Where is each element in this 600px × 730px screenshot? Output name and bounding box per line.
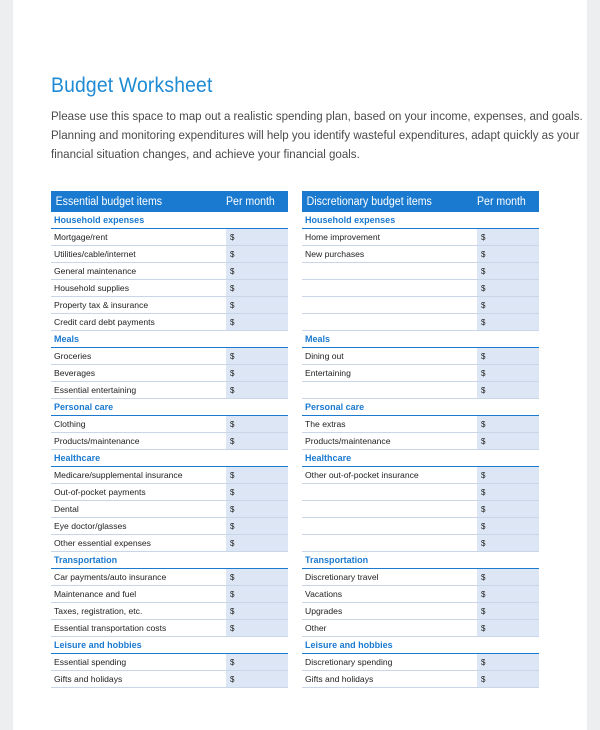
- section-heading: [51, 450, 288, 467]
- section-heading: [302, 637, 539, 654]
- table-row: [302, 416, 539, 433]
- currency-symbol: $: [230, 521, 235, 531]
- table-row: [302, 314, 539, 331]
- item-label: Essential entertaining: [54, 385, 137, 395]
- currency-symbol: $: [481, 317, 486, 327]
- item-label: [302, 280, 477, 296]
- amount-field[interactable]: [226, 229, 288, 245]
- item-label: Discretionary travel: [305, 572, 379, 582]
- table-row: [302, 518, 539, 535]
- item-label: Out-of-pocket payments: [54, 487, 146, 497]
- amount-field[interactable]: [226, 263, 288, 279]
- table-row: [302, 535, 539, 552]
- amount-field[interactable]: [477, 467, 539, 483]
- intro-line: financial situation changes, and achieve your financial goals.: [51, 147, 360, 161]
- currency-symbol: $: [230, 487, 235, 497]
- currency-symbol: $: [230, 249, 235, 259]
- amount-field[interactable]: [226, 518, 288, 534]
- section-heading: [51, 212, 288, 229]
- amount-field[interactable]: [226, 654, 288, 670]
- section-heading-label: Personal care: [54, 401, 114, 413]
- amount-field[interactable]: [226, 416, 288, 432]
- table-row: [302, 280, 539, 297]
- table-row: [51, 416, 288, 433]
- section-heading-label: Transportation: [54, 554, 118, 566]
- amount-field[interactable]: [226, 467, 288, 483]
- item-label: General maintenance: [54, 266, 137, 276]
- section-heading: [51, 552, 288, 569]
- table-row: [51, 671, 288, 688]
- currency-symbol: $: [230, 385, 235, 395]
- currency-symbol: $: [230, 606, 235, 616]
- item-label: Dental: [54, 504, 79, 514]
- amount-field[interactable]: [477, 484, 539, 500]
- item-label: Property tax & insurance: [54, 300, 149, 310]
- amount-field[interactable]: [477, 314, 539, 330]
- currency-symbol: $: [481, 657, 486, 667]
- table-body: [302, 212, 539, 688]
- item-label: The extras: [305, 419, 346, 429]
- amount-field[interactable]: [226, 365, 288, 381]
- table-row: [302, 467, 539, 484]
- header-label: Discretionary budget items: [306, 195, 432, 208]
- essential-items-table: [51, 191, 288, 688]
- section-heading: [51, 637, 288, 654]
- item-label: Utilities/cable/internet: [54, 249, 136, 259]
- currency-symbol: $: [481, 249, 486, 259]
- section-heading-label: Household expenses: [305, 214, 396, 226]
- table-row: [51, 586, 288, 603]
- section-heading-label: Transportation: [305, 554, 369, 566]
- item-label: Essential spending: [54, 657, 127, 667]
- currency-symbol: $: [481, 385, 486, 395]
- currency-symbol: $: [230, 623, 235, 633]
- item-label: Car payments/auto insurance: [54, 572, 167, 582]
- page-title: Budget Worksheet: [51, 74, 213, 97]
- amount-field[interactable]: [477, 416, 539, 432]
- section-heading: [302, 450, 539, 467]
- currency-symbol: $: [481, 368, 486, 378]
- section-heading: [302, 212, 539, 229]
- item-label: Home improvement: [305, 232, 380, 242]
- item-label: Products/maintenance: [305, 436, 391, 446]
- currency-symbol: $: [230, 317, 235, 327]
- item-label: Gifts and holidays: [305, 674, 374, 684]
- currency-symbol: $: [481, 283, 486, 293]
- amount-field[interactable]: [226, 586, 288, 602]
- currency-symbol: $: [230, 538, 235, 548]
- amount-field[interactable]: [226, 671, 288, 687]
- amount-field[interactable]: [226, 382, 288, 398]
- item-label: Other: [305, 623, 327, 633]
- item-label: Discretionary spending: [305, 657, 393, 667]
- table-row: [302, 246, 539, 263]
- table-row: [51, 467, 288, 484]
- currency-symbol: $: [481, 504, 486, 514]
- currency-symbol: $: [230, 300, 235, 310]
- item-label: [302, 382, 477, 398]
- amount-field[interactable]: [477, 263, 539, 279]
- table-row: [51, 518, 288, 535]
- worksheet-page: [13, 0, 587, 730]
- item-label: [302, 518, 477, 534]
- amount-field[interactable]: [226, 280, 288, 296]
- currency-symbol: $: [481, 521, 486, 531]
- currency-symbol: $: [230, 470, 235, 480]
- table-row: [302, 229, 539, 246]
- intro-line: Planning and monitoring expenditures will help you identify wasteful expenditures, adapt quickly as your: [51, 128, 580, 142]
- table-row: [302, 433, 539, 450]
- table-row: [302, 603, 539, 620]
- table-row: [302, 620, 539, 637]
- amount-field[interactable]: [477, 348, 539, 364]
- section-heading-label: Personal care: [305, 401, 365, 413]
- item-label: Products/maintenance: [54, 436, 140, 446]
- table-row: [51, 314, 288, 331]
- currency-symbol: $: [230, 436, 235, 446]
- amount-field[interactable]: [226, 484, 288, 500]
- table-row: [51, 229, 288, 246]
- table-row: [302, 501, 539, 518]
- item-label: Medicare/supplemental insurance: [54, 470, 183, 480]
- intro-line: Please use this space to map out a realistic spending plan, based on your income, expenses, and goals.: [51, 109, 583, 123]
- section-heading-label: Leisure and hobbies: [54, 639, 142, 651]
- amount-field[interactable]: [226, 348, 288, 364]
- table-row: [302, 297, 539, 314]
- section-heading-label: Leisure and hobbies: [305, 639, 393, 651]
- amount-field[interactable]: [477, 246, 539, 262]
- table-row: [51, 280, 288, 297]
- table-row: [302, 484, 539, 501]
- amount-field[interactable]: [226, 620, 288, 636]
- item-label: Upgrades: [305, 606, 343, 616]
- amount-field[interactable]: [477, 586, 539, 602]
- item-label: Other out-of-pocket insurance: [305, 470, 419, 480]
- currency-symbol: $: [230, 419, 235, 429]
- intro-text: [51, 107, 591, 164]
- amount-field[interactable]: [477, 620, 539, 636]
- item-label: Clothing: [54, 419, 86, 429]
- currency-symbol: $: [481, 623, 486, 633]
- amount-field[interactable]: [226, 603, 288, 619]
- amount-field[interactable]: [477, 501, 539, 517]
- currency-symbol: $: [481, 487, 486, 497]
- section-heading-label: Healthcare: [54, 452, 101, 464]
- table-row: [302, 586, 539, 603]
- table-header: [51, 191, 288, 212]
- item-label: Gifts and holidays: [54, 674, 123, 684]
- currency-symbol: $: [230, 657, 235, 667]
- per-month-label: Per month: [477, 195, 526, 208]
- amount-field[interactable]: [477, 229, 539, 245]
- discretionary-items-table: [302, 191, 539, 688]
- section-heading-label: Household expenses: [54, 214, 145, 226]
- item-label: Groceries: [54, 351, 92, 361]
- table-row: [51, 501, 288, 518]
- table-row: [51, 620, 288, 637]
- per-month-label: Per month: [226, 195, 275, 208]
- item-label: [302, 535, 477, 551]
- currency-symbol: $: [230, 232, 235, 242]
- currency-symbol: $: [481, 436, 486, 446]
- table-body: [51, 212, 288, 688]
- item-label: [302, 501, 477, 517]
- currency-symbol: $: [481, 266, 486, 276]
- currency-symbol: $: [481, 419, 486, 429]
- currency-symbol: $: [230, 572, 235, 582]
- table-row: [51, 297, 288, 314]
- item-label: Taxes, registration, etc.: [54, 606, 143, 616]
- section-heading: [302, 399, 539, 416]
- table-row: [51, 263, 288, 280]
- amount-field[interactable]: [226, 297, 288, 313]
- section-heading: [51, 399, 288, 416]
- item-label: Eye doctor/glasses: [54, 521, 127, 531]
- amount-field[interactable]: [226, 501, 288, 517]
- section-heading: [51, 331, 288, 348]
- item-label: [302, 297, 477, 313]
- table-row: [302, 365, 539, 382]
- amount-field[interactable]: [226, 535, 288, 551]
- table-row: [51, 348, 288, 365]
- table-row: [302, 654, 539, 671]
- section-heading-label: Meals: [305, 333, 331, 345]
- item-label: Dining out: [305, 351, 344, 361]
- table-row: [51, 433, 288, 450]
- section-heading: [302, 331, 539, 348]
- item-label: Credit card debt payments: [54, 317, 155, 327]
- currency-symbol: $: [230, 504, 235, 514]
- amount-field[interactable]: [477, 603, 539, 619]
- table-header: [302, 191, 539, 212]
- item-label: Mortgage/rent: [54, 232, 108, 242]
- table-row: [51, 246, 288, 263]
- table-row: [302, 348, 539, 365]
- amount-field[interactable]: [477, 382, 539, 398]
- section-heading: [302, 552, 539, 569]
- amount-field[interactable]: [477, 671, 539, 687]
- table-row: [51, 569, 288, 586]
- item-label: Vacations: [305, 589, 343, 599]
- amount-field[interactable]: [226, 314, 288, 330]
- currency-symbol: $: [230, 351, 235, 361]
- currency-symbol: $: [481, 572, 486, 582]
- table-row: [51, 382, 288, 399]
- currency-symbol: $: [481, 351, 486, 361]
- amount-field[interactable]: [477, 535, 539, 551]
- table-row: [51, 654, 288, 671]
- table-row: [51, 603, 288, 620]
- table-row: [51, 365, 288, 382]
- header-label: Essential budget items: [55, 195, 163, 208]
- amount-field[interactable]: [477, 569, 539, 585]
- amount-field[interactable]: [226, 433, 288, 449]
- amount-field[interactable]: [477, 518, 539, 534]
- section-heading-label: Healthcare: [305, 452, 352, 464]
- currency-symbol: $: [481, 674, 486, 684]
- table-row: [302, 382, 539, 399]
- item-label: Household supplies: [54, 283, 130, 293]
- item-label: Maintenance and fuel: [54, 589, 137, 599]
- item-label: Essential transportation costs: [54, 623, 167, 633]
- table-row: [51, 535, 288, 552]
- item-label: [302, 314, 477, 330]
- currency-symbol: $: [481, 470, 486, 480]
- currency-symbol: $: [481, 232, 486, 242]
- section-heading-label: Meals: [54, 333, 80, 345]
- amount-field[interactable]: [477, 365, 539, 381]
- item-label: Beverages: [54, 368, 96, 378]
- table-row: [51, 484, 288, 501]
- item-label: [302, 484, 477, 500]
- currency-symbol: $: [230, 368, 235, 378]
- item-label: New purchases: [305, 249, 365, 259]
- currency-symbol: $: [230, 266, 235, 276]
- currency-symbol: $: [481, 589, 486, 599]
- amount-field[interactable]: [477, 654, 539, 670]
- amount-field[interactable]: [226, 246, 288, 262]
- amount-field[interactable]: [477, 433, 539, 449]
- item-label: [302, 263, 477, 279]
- table-row: [302, 263, 539, 280]
- amount-field[interactable]: [477, 280, 539, 296]
- item-label: Other essential expenses: [54, 538, 151, 548]
- item-label: Entertaining: [305, 368, 351, 378]
- currency-symbol: $: [481, 606, 486, 616]
- amount-field[interactable]: [226, 569, 288, 585]
- currency-symbol: $: [481, 300, 486, 310]
- currency-symbol: $: [481, 538, 486, 548]
- currency-symbol: $: [230, 283, 235, 293]
- amount-field[interactable]: [477, 297, 539, 313]
- table-row: [302, 569, 539, 586]
- table-row: [302, 671, 539, 688]
- currency-symbol: $: [230, 674, 235, 684]
- currency-symbol: $: [230, 589, 235, 599]
